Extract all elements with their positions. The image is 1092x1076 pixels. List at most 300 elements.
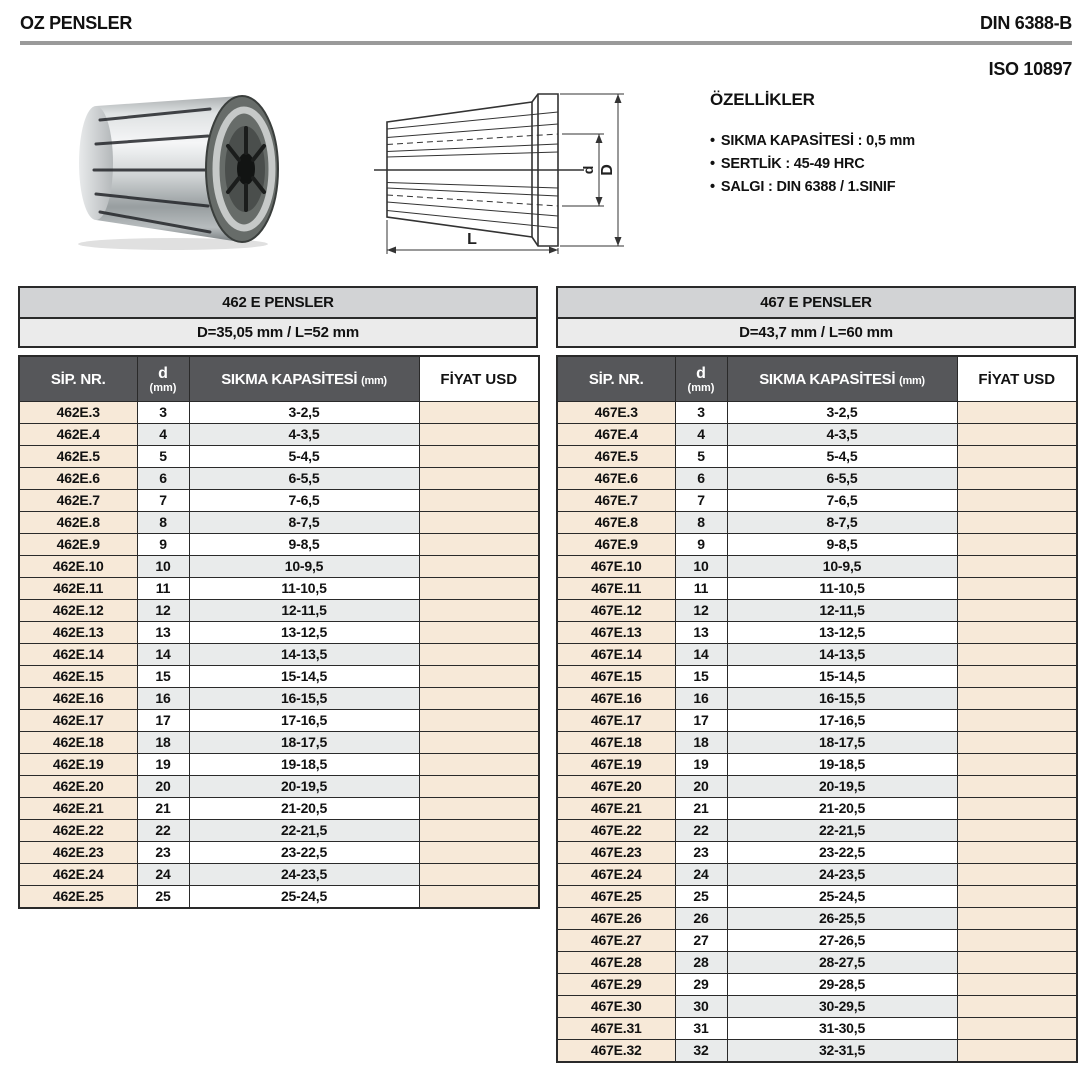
table-row [19, 402, 539, 424]
cell-price [419, 710, 539, 732]
table-row [19, 666, 539, 688]
cell-price [957, 1040, 1077, 1063]
cell-price [419, 446, 539, 468]
feature-item-runout [710, 176, 1080, 199]
cell-sip: 467E.20 [557, 776, 675, 798]
cell-sip: 467E.6 [557, 468, 675, 490]
table-row [557, 798, 1077, 820]
table-row [19, 864, 539, 886]
cell-sip: 467E.26 [557, 908, 675, 930]
cell-price [419, 556, 539, 578]
cell-d: 24 [675, 864, 727, 886]
col-header-d-symbol: d [158, 364, 168, 382]
cell-d: 5 [137, 446, 189, 468]
cell-capacity: 14-13,5 [727, 644, 957, 666]
cell-d: 11 [675, 578, 727, 600]
table-row [557, 600, 1077, 622]
table-row [19, 578, 539, 600]
col-header-price: FİYAT USD [957, 356, 1077, 402]
features-list [710, 130, 1080, 199]
cell-sip: 462E.21 [19, 798, 137, 820]
cell-sip: 462E.23 [19, 842, 137, 864]
cell-d: 8 [137, 512, 189, 534]
col-header-d-symbol: d [696, 364, 706, 382]
cell-capacity: 6-5,5 [727, 468, 957, 490]
cell-capacity: 12-11,5 [189, 600, 419, 622]
cell-capacity: 20-19,5 [189, 776, 419, 798]
cell-capacity: 14-13,5 [189, 644, 419, 666]
cell-capacity: 32-31,5 [727, 1040, 957, 1063]
cell-sip: 462E.25 [19, 886, 137, 909]
table-row [19, 842, 539, 864]
cell-price [957, 622, 1077, 644]
cell-capacity: 29-28,5 [727, 974, 957, 996]
cell-capacity: 9-8,5 [189, 534, 419, 556]
cell-sip: 467E.3 [557, 402, 675, 424]
cell-price [419, 512, 539, 534]
bullet-icon: • [710, 133, 715, 149]
table-462e-dimensions: D=35,05 mm / L=52 mm [20, 317, 536, 346]
cell-d: 11 [137, 578, 189, 600]
cell-price [419, 622, 539, 644]
table-row [557, 952, 1077, 974]
cell-capacity: 30-29,5 [727, 996, 957, 1018]
cell-d: 19 [675, 754, 727, 776]
cell-capacity: 21-20,5 [189, 798, 419, 820]
table-row [19, 490, 539, 512]
cell-price [957, 468, 1077, 490]
cell-sip: 467E.12 [557, 600, 675, 622]
cell-price [419, 688, 539, 710]
cell-sip: 462E.10 [19, 556, 137, 578]
cell-d: 9 [675, 534, 727, 556]
cell-d: 25 [137, 886, 189, 909]
cell-price [419, 886, 539, 909]
table-row [557, 930, 1077, 952]
cell-d: 32 [675, 1040, 727, 1063]
cell-d: 20 [675, 776, 727, 798]
table-row [19, 424, 539, 446]
cell-sip: 462E.3 [19, 402, 137, 424]
table-row [19, 622, 539, 644]
cell-capacity: 13-12,5 [727, 622, 957, 644]
table-462e-title: 462 E PENSLER [20, 288, 536, 317]
cell-capacity: 8-7,5 [189, 512, 419, 534]
cell-sip: 462E.9 [19, 534, 137, 556]
cell-price [419, 666, 539, 688]
column-header-row [19, 356, 539, 402]
table-row [557, 886, 1077, 908]
table-row [19, 798, 539, 820]
table-462e-header-box [18, 286, 538, 348]
cell-d: 15 [675, 666, 727, 688]
table-462e-body [19, 402, 539, 909]
cell-price [957, 402, 1077, 424]
cell-price [419, 402, 539, 424]
drawing-label-D: D [599, 164, 616, 176]
cell-sip: 467E.28 [557, 952, 675, 974]
cell-price [957, 666, 1077, 688]
table-row [19, 754, 539, 776]
cell-sip: 467E.29 [557, 974, 675, 996]
cell-sip: 462E.12 [19, 600, 137, 622]
table-row [557, 908, 1077, 930]
cell-sip: 467E.7 [557, 490, 675, 512]
cell-capacity: 3-2,5 [727, 402, 957, 424]
table-467e-dimensions: D=43,7 mm / L=60 mm [558, 317, 1074, 346]
cell-price [957, 974, 1077, 996]
cell-d: 8 [675, 512, 727, 534]
cell-price [419, 578, 539, 600]
table-row [557, 666, 1077, 688]
price-tables [0, 286, 1092, 1063]
figures-band [0, 82, 1092, 278]
col-header-capacity-unit: (mm) [361, 374, 387, 387]
cell-capacity: 18-17,5 [727, 732, 957, 754]
cell-sip: 467E.32 [557, 1040, 675, 1063]
cell-capacity: 16-15,5 [189, 688, 419, 710]
cell-price [957, 886, 1077, 908]
cell-d: 9 [137, 534, 189, 556]
cell-sip: 467E.14 [557, 644, 675, 666]
cell-sip: 462E.20 [19, 776, 137, 798]
table-row [557, 842, 1077, 864]
cell-d: 3 [137, 402, 189, 424]
table-row [557, 996, 1077, 1018]
cell-d: 17 [137, 710, 189, 732]
cell-d: 12 [675, 600, 727, 622]
cell-price [957, 688, 1077, 710]
cell-price [419, 864, 539, 886]
cell-sip: 462E.8 [19, 512, 137, 534]
cell-d: 5 [675, 446, 727, 468]
cell-price [419, 490, 539, 512]
cell-price [419, 820, 539, 842]
cell-price [957, 930, 1077, 952]
cell-capacity: 10-9,5 [727, 556, 957, 578]
table-row [19, 644, 539, 666]
table-row [557, 424, 1077, 446]
cell-capacity: 19-18,5 [727, 754, 957, 776]
cell-sip: 467E.10 [557, 556, 675, 578]
table-row [557, 578, 1077, 600]
cell-d: 28 [675, 952, 727, 974]
table-462e [18, 355, 540, 909]
table-row [19, 534, 539, 556]
cell-price [419, 424, 539, 446]
table-467e [556, 355, 1078, 1063]
cell-capacity: 6-5,5 [189, 468, 419, 490]
cell-sip: 467E.24 [557, 864, 675, 886]
page-title: OZ PENSLER [20, 13, 133, 33]
table-row [19, 688, 539, 710]
cell-sip: 467E.21 [557, 798, 675, 820]
cell-d: 7 [675, 490, 727, 512]
cell-price [419, 534, 539, 556]
cell-capacity: 21-20,5 [727, 798, 957, 820]
cell-sip: 462E.18 [19, 732, 137, 754]
table-row [557, 446, 1077, 468]
cell-sip: 467E.13 [557, 622, 675, 644]
cell-price [419, 732, 539, 754]
cell-price [957, 820, 1077, 842]
cell-price [957, 798, 1077, 820]
cell-price [419, 754, 539, 776]
cell-sip: 462E.22 [19, 820, 137, 842]
cell-d: 29 [675, 974, 727, 996]
table-467e-header-box [556, 286, 1076, 348]
cell-price [957, 1018, 1077, 1040]
cell-price [957, 952, 1077, 974]
table-row [557, 710, 1077, 732]
cell-capacity: 16-15,5 [727, 688, 957, 710]
table-group-467e [556, 286, 1076, 1063]
cell-sip: 467E.18 [557, 732, 675, 754]
col-header-d [675, 356, 727, 402]
cell-price [419, 468, 539, 490]
cell-price [957, 996, 1077, 1018]
table-row [557, 820, 1077, 842]
cell-d: 10 [675, 556, 727, 578]
cell-capacity: 19-18,5 [189, 754, 419, 776]
cell-sip: 467E.25 [557, 886, 675, 908]
cell-price [957, 776, 1077, 798]
cell-capacity: 12-11,5 [727, 600, 957, 622]
table-row [19, 886, 539, 909]
cell-d: 18 [137, 732, 189, 754]
cell-capacity: 15-14,5 [727, 666, 957, 688]
table-group-462e [18, 286, 538, 1063]
cell-sip: 467E.15 [557, 666, 675, 688]
cell-sip: 462E.19 [19, 754, 137, 776]
cell-sip: 467E.4 [557, 424, 675, 446]
cell-price [957, 754, 1077, 776]
cell-capacity: 25-24,5 [189, 886, 419, 909]
cell-capacity: 24-23,5 [727, 864, 957, 886]
cell-d: 19 [137, 754, 189, 776]
table-row [557, 864, 1077, 886]
cell-d: 12 [137, 600, 189, 622]
col-header-capacity: SIKMA KAPASİTESİ (mm) [727, 356, 957, 402]
col-header-d-unit: (mm) [687, 381, 715, 394]
table-row [19, 732, 539, 754]
table-row [557, 468, 1077, 490]
cell-sip: 467E.8 [557, 512, 675, 534]
cell-d: 20 [137, 776, 189, 798]
cell-price [957, 534, 1077, 556]
cell-capacity: 23-22,5 [189, 842, 419, 864]
feature-item-hardness [710, 153, 1080, 176]
features-block [710, 90, 1080, 199]
cell-d: 14 [675, 644, 727, 666]
cell-capacity: 18-17,5 [189, 732, 419, 754]
cell-price [957, 512, 1077, 534]
cell-d: 15 [137, 666, 189, 688]
cell-d: 16 [675, 688, 727, 710]
cell-price [419, 644, 539, 666]
cell-d: 4 [675, 424, 727, 446]
cell-d: 13 [137, 622, 189, 644]
cell-capacity: 7-6,5 [727, 490, 957, 512]
feature-text: SIKMA KAPASİTESİ : 0,5 mm [720, 133, 915, 149]
table-row [19, 820, 539, 842]
column-header-row [557, 356, 1077, 402]
cell-d: 21 [137, 798, 189, 820]
cell-sip: 467E.17 [557, 710, 675, 732]
table-row [557, 622, 1077, 644]
cell-sip: 467E.23 [557, 842, 675, 864]
cell-sip: 467E.19 [557, 754, 675, 776]
cell-d: 16 [137, 688, 189, 710]
cell-price [957, 424, 1077, 446]
cell-price [957, 446, 1077, 468]
table-row [557, 1018, 1077, 1040]
table-row [557, 644, 1077, 666]
table-row [557, 974, 1077, 996]
cell-d: 27 [675, 930, 727, 952]
cell-d: 22 [137, 820, 189, 842]
cell-capacity: 11-10,5 [189, 578, 419, 600]
cell-capacity: 28-27,5 [727, 952, 957, 974]
table-row [557, 688, 1077, 710]
cell-sip: 467E.31 [557, 1018, 675, 1040]
cell-d: 21 [675, 798, 727, 820]
cell-sip: 462E.13 [19, 622, 137, 644]
cell-d: 17 [675, 710, 727, 732]
cell-price [957, 578, 1077, 600]
cell-capacity: 5-4,5 [727, 446, 957, 468]
cell-sip: 467E.27 [557, 930, 675, 952]
technical-drawing [372, 82, 634, 260]
table-row [557, 1040, 1077, 1063]
cell-d: 23 [675, 842, 727, 864]
cell-capacity: 13-12,5 [189, 622, 419, 644]
table-467e-body [557, 402, 1077, 1063]
cell-price [957, 556, 1077, 578]
cell-sip: 467E.16 [557, 688, 675, 710]
table-row [19, 600, 539, 622]
drawing-label-d: d [580, 165, 596, 175]
table-467e-title: 467 E PENSLER [558, 288, 1074, 317]
cell-sip: 467E.30 [557, 996, 675, 1018]
page-header [0, 0, 1092, 34]
cell-d: 23 [137, 842, 189, 864]
cell-d: 10 [137, 556, 189, 578]
cell-price [957, 644, 1077, 666]
cell-capacity: 4-3,5 [727, 424, 957, 446]
cell-d: 3 [675, 402, 727, 424]
feature-text: SERTLİK : 45-49 HRC [720, 156, 865, 172]
cell-capacity: 8-7,5 [727, 512, 957, 534]
feature-item-capacity [710, 130, 1080, 153]
cell-capacity: 7-6,5 [189, 490, 419, 512]
table-row [19, 776, 539, 798]
cell-d: 31 [675, 1018, 727, 1040]
cell-sip: 467E.11 [557, 578, 675, 600]
iso-standard-label: ISO 10897 [988, 59, 1072, 79]
cell-d: 6 [675, 468, 727, 490]
table-row [557, 490, 1077, 512]
table-row [557, 512, 1077, 534]
table-row [557, 732, 1077, 754]
cell-capacity: 22-21,5 [727, 820, 957, 842]
cell-capacity: 22-21,5 [189, 820, 419, 842]
cell-capacity: 17-16,5 [189, 710, 419, 732]
cell-price [957, 842, 1077, 864]
table-row [19, 556, 539, 578]
cell-sip: 462E.14 [19, 644, 137, 666]
cell-d: 14 [137, 644, 189, 666]
cell-sip: 462E.6 [19, 468, 137, 490]
table-row [557, 402, 1077, 424]
cell-price [957, 864, 1077, 886]
collet-photo [38, 86, 290, 254]
cell-capacity: 11-10,5 [727, 578, 957, 600]
table-row [557, 556, 1077, 578]
col-header-d [137, 356, 189, 402]
table-row [19, 710, 539, 732]
feature-text: SALGI : DIN 6388 / 1.SINIF [720, 179, 896, 195]
cell-d: 24 [137, 864, 189, 886]
cell-price [957, 908, 1077, 930]
cell-d: 30 [675, 996, 727, 1018]
col-header-capacity: SIKMA KAPASİTESİ (mm) [189, 356, 419, 402]
table-row [19, 512, 539, 534]
cell-d: 4 [137, 424, 189, 446]
cell-d: 26 [675, 908, 727, 930]
bullet-icon: • [710, 156, 715, 172]
cell-price [957, 710, 1077, 732]
cell-capacity: 20-19,5 [727, 776, 957, 798]
cell-capacity: 4-3,5 [189, 424, 419, 446]
cell-sip: 467E.9 [557, 534, 675, 556]
cell-sip: 462E.17 [19, 710, 137, 732]
cell-price [957, 600, 1077, 622]
cell-capacity: 27-26,5 [727, 930, 957, 952]
cell-price [419, 600, 539, 622]
cell-sip: 462E.15 [19, 666, 137, 688]
din-standard-label: DIN 6388-B [979, 13, 1072, 33]
cell-capacity: 15-14,5 [189, 666, 419, 688]
cell-sip: 467E.22 [557, 820, 675, 842]
cell-sip: 462E.16 [19, 688, 137, 710]
drawing-label-L: L [467, 231, 477, 248]
cell-d: 22 [675, 820, 727, 842]
table-row [557, 754, 1077, 776]
cell-sip: 462E.7 [19, 490, 137, 512]
col-header-price: FİYAT USD [419, 356, 539, 402]
cell-capacity: 9-8,5 [727, 534, 957, 556]
cell-sip: 462E.5 [19, 446, 137, 468]
cell-d: 18 [675, 732, 727, 754]
cell-sip: 467E.5 [557, 446, 675, 468]
features-heading: ÖZELLİKLER [710, 90, 815, 109]
cell-capacity: 10-9,5 [189, 556, 419, 578]
table-row [19, 468, 539, 490]
bullet-icon: • [710, 179, 715, 195]
col-header-d-unit: (mm) [149, 381, 177, 394]
cell-d: 7 [137, 490, 189, 512]
table-row [19, 446, 539, 468]
col-header-sip: SİP. NR. [19, 356, 137, 402]
col-header-sip: SİP. NR. [557, 356, 675, 402]
table-row [557, 776, 1077, 798]
cell-price [419, 798, 539, 820]
cell-d: 6 [137, 468, 189, 490]
cell-capacity: 17-16,5 [727, 710, 957, 732]
table-row [557, 534, 1077, 556]
cell-sip: 462E.4 [19, 424, 137, 446]
